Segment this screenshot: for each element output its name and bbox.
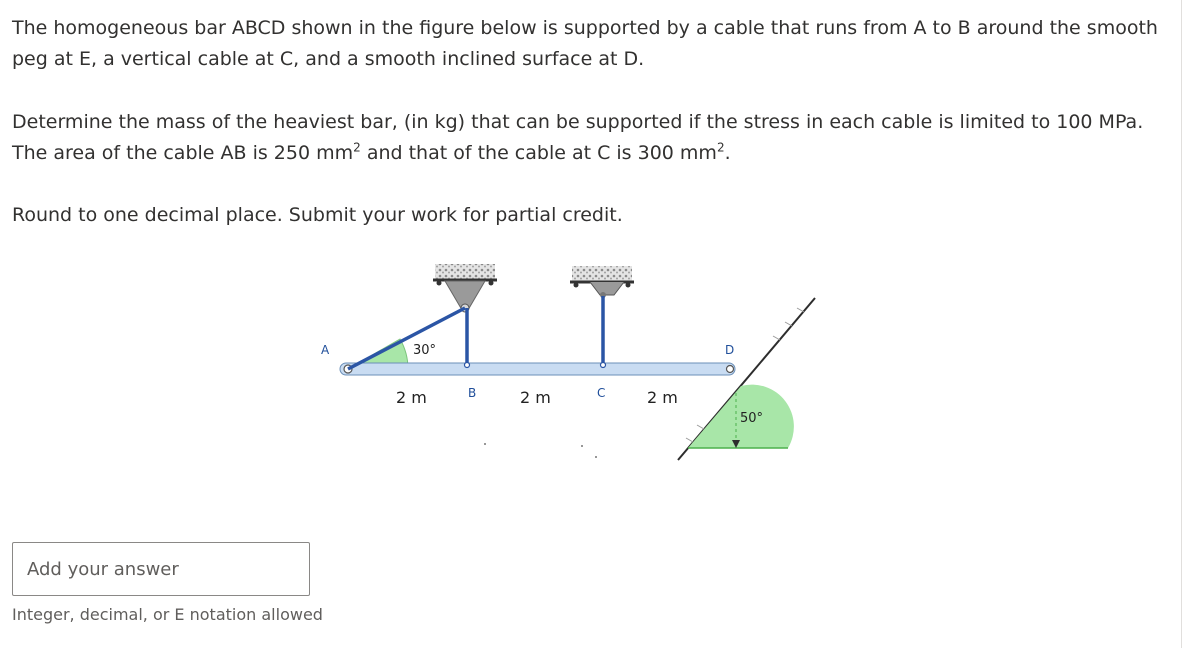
label-c: C bbox=[597, 386, 606, 400]
question-paragraph-1: The homogeneous bar ABCD shown in the figure below is supported by a cable that runs from A to B around the smooth peg at E, a vertical cable at C, and a smooth inclined surface at D. bbox=[12, 17, 1158, 70]
page-divider bbox=[1181, 0, 1182, 648]
label-d: D bbox=[725, 343, 735, 357]
pin-b bbox=[465, 363, 470, 368]
superscript-2: 2 bbox=[716, 140, 725, 155]
pin-d bbox=[727, 366, 734, 373]
dimension-bc: 2 m bbox=[520, 388, 551, 407]
superscript-2: 2 bbox=[353, 140, 361, 155]
answer-format-hint: Integer, decimal, or E notation allowed bbox=[12, 605, 323, 624]
bar-abcd bbox=[340, 363, 735, 375]
bar-figure bbox=[300, 250, 840, 465]
label-angle-cable: 30° bbox=[413, 343, 437, 358]
dimension-ab: 2 m bbox=[396, 388, 427, 407]
label-angle-incline: 50° bbox=[740, 411, 764, 426]
ceiling-support-e bbox=[433, 264, 497, 312]
dimension-cd: 2 m bbox=[647, 388, 678, 407]
answer-input[interactable] bbox=[12, 542, 310, 596]
label-b: B bbox=[468, 386, 477, 400]
ceiling-support-c bbox=[570, 266, 634, 298]
question-paragraph-3: Round to one decimal place. Submit your work for partial credit. bbox=[12, 204, 623, 226]
pin-c bbox=[601, 363, 606, 368]
question-paragraph-2: Determine the mass of the heaviest bar, (in kg) that can be supported if the stress in each cable is limited to 100 MPa. The area of the cable AB is 250 $mm^2$ and that of the cable at C is 300 $mm^2$. bbox=[12, 111, 1144, 164]
label-a: A bbox=[321, 343, 330, 357]
